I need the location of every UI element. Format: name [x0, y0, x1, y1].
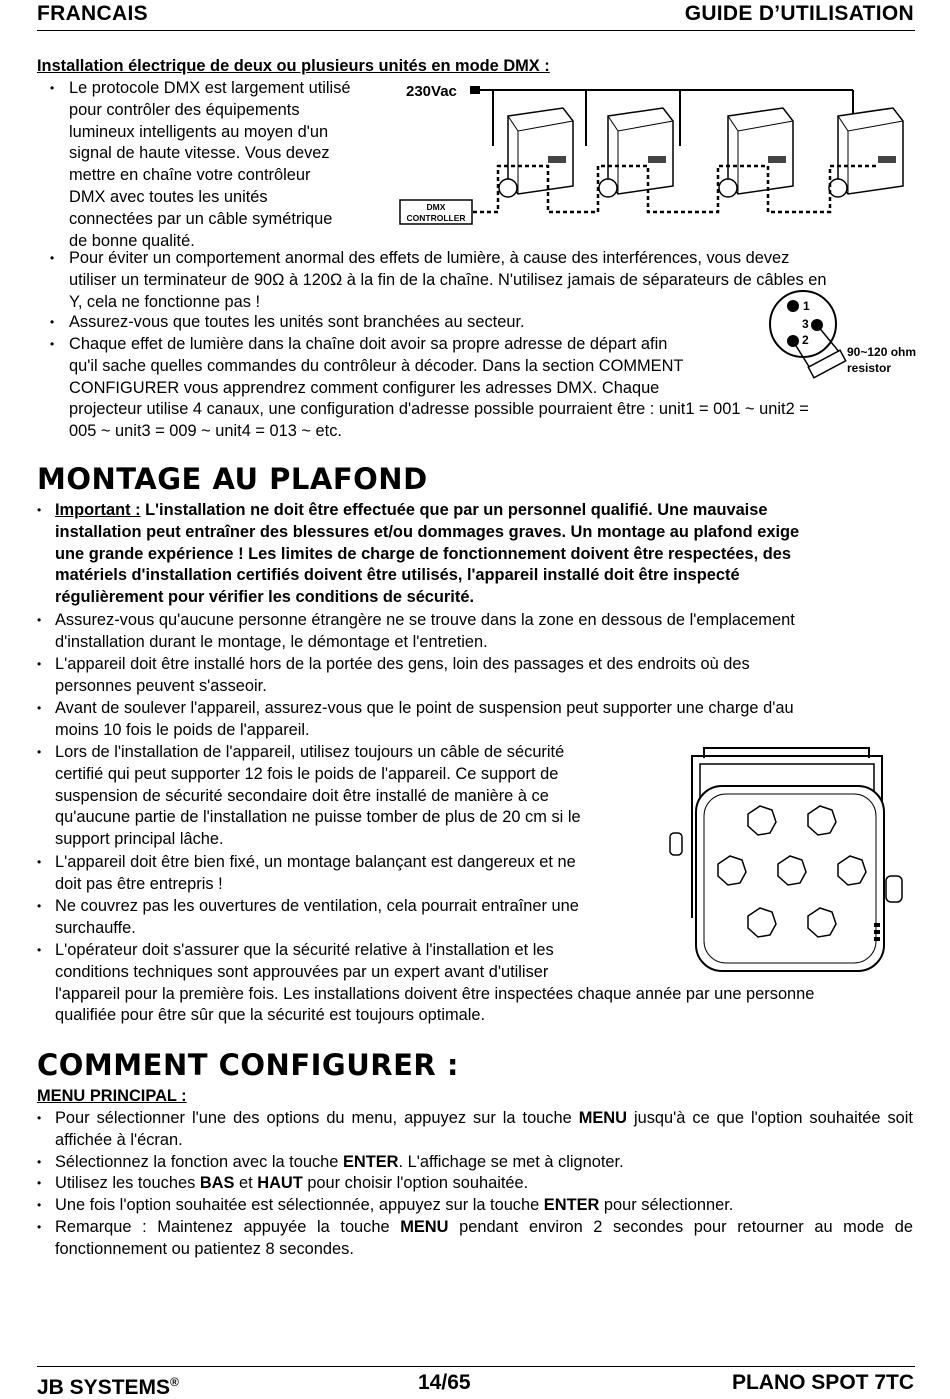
config-bullet-list — [37, 1108, 913, 1261]
text-line: une grande expérience ! Les limites de charge de fonctionnement doivent être respectées, des — [55, 544, 791, 563]
dmx-chain-diagram — [398, 76, 918, 228]
text-line: CONFIGURER vous apprendrez comment configurer les adresses DMX. Chaque — [69, 378, 660, 397]
ceiling-important-bullet: • Important : L'installation ne doit être effectuée que par un personnel qualifié. Une mauvaise installation peut entraîner des blessures et/ou dommages graves. Un montage au plafond exige une grande expérience ! Les limites de charge de fonctionnement doivent être respectées, des matériels d'installation certifiés doivent être utilisés, l'appareil installé doit être inspecté régulièrement pour vérifier les conditions de sécurité. — [37, 500, 917, 609]
text-line: installation peut entraîner des blessures et/ou dommages graves. Un montage au plafond exige — [55, 522, 800, 541]
footer-brand: JB SYSTEMS® — [37, 1375, 179, 1399]
text-line: support principal lâche. — [55, 830, 224, 849]
text-line: DMX avec toutes les unités — [69, 187, 268, 206]
bullet-icon: • — [37, 657, 42, 671]
text-line: régulièrement pour vérifier les conditions de sécurité. — [55, 588, 474, 607]
config-title: COMMENT CONFIGURER : — [37, 1048, 459, 1082]
text-line: certifié qui peut supporter 12 fois le poids de l'appareil. Ce support de — [55, 764, 559, 783]
text-line: personnes peuvent s'asseoir. — [55, 676, 267, 695]
text-line: de bonne qualité. — [69, 231, 195, 250]
text-line: lumineux intelligents au moyen d'un — [69, 122, 329, 141]
text-line: L'appareil doit être installé hors de la portée des gens, loin des passages et des endroits où des — [55, 655, 750, 673]
text-line: projecteur utilise 4 canaux, une configuration d'adresse possible pourraient être : unit1 = 001 ~ unit2 = — [69, 400, 809, 419]
header-title: GUIDE D’UTILISATION — [684, 2, 914, 25]
bullet-icon: • — [37, 899, 42, 913]
text-line: moins 10 fois le poids de l'appareil. — [55, 720, 310, 739]
svg-text:DMX: DMX — [426, 202, 446, 212]
svg-text:CONTROLLER: CONTROLLER — [406, 213, 466, 223]
text-line: suspension de sécurité secondaire doit être installé de manière à ce — [55, 786, 549, 805]
bullet-icon: • — [50, 315, 55, 329]
xlr-terminator-diagram — [765, 288, 930, 388]
bullet-icon: • — [50, 81, 55, 95]
dmx-heading: Installation électrique de deux ou plusieurs unités en mode DMX : — [37, 57, 550, 75]
bullet-icon: • — [50, 251, 55, 265]
text-line: Pour éviter un comportement anormal des effets de lumière, à cause des interférences, vous devez — [69, 249, 790, 267]
bullet-icon: • — [37, 613, 42, 627]
ceiling-bullet-2 — [37, 610, 917, 654]
bullet-icon: • — [37, 1176, 42, 1191]
ceiling-bullet-4 — [37, 698, 917, 742]
bullet-icon: • — [37, 701, 42, 715]
text-line: utiliser un terminateur de 90Ω à 120Ω à la fin de la chaîne. N'utilisez jamais de séparateurs de câbles en — [69, 270, 827, 289]
header-language: FRANCAIS — [37, 2, 148, 25]
fixture-3-icon — [680, 90, 793, 197]
dmx-bullet-3: • Assurez-vous que toutes les unités sont branchées au secteur. — [37, 312, 757, 334]
text-line: mettre en chaîne votre contrôleur — [69, 166, 311, 185]
header-rule — [37, 30, 915, 31]
text-line: conditions techniques sont approuvées par un expert avant d'utiliser — [55, 962, 549, 981]
config-bullet-2: • Sélectionnez la fonction avec la touche ENTER. L'affichage se met à clignoter. — [37, 1152, 913, 1174]
text-line: L'appareil doit être bien fixé, un montage balançant est dangereux et ne — [55, 853, 576, 871]
text-line: Assurez-vous qu'aucune personne étrangère ne se trouve dans la zone en dessous de l'emplacement — [55, 611, 795, 629]
text-line: Chaque effet de lumière dans la chaîne doit avoir sa propre adresse de départ afin — [69, 335, 668, 353]
ceiling-title: MONTAGE AU PLAFOND — [37, 462, 428, 496]
text-line: pour contrôler des équipements — [69, 100, 300, 119]
menu-heading: MENU PRINCIPAL : — [37, 1087, 187, 1105]
bullet-icon: • — [37, 1219, 42, 1234]
ceiling-bullet-3 — [37, 654, 917, 698]
text-line: Avant de soulever l'appareil, assurez-vous que le point de suspension peut supporter une charge d'au — [55, 699, 794, 717]
text-line: surchauffe. — [55, 918, 136, 937]
text-line: qu'aucune partie de l'installation ne puisse tomber de plus de 20 cm si le — [55, 808, 581, 827]
bullet-icon: • — [37, 745, 42, 759]
bullet-icon: • — [37, 1111, 42, 1125]
text-line: d'installation durant le montage, le démontage et l'entretien. — [55, 632, 488, 651]
text-line: qualifiée pour être sûr que la sécurité est toujours optimale. — [55, 1006, 486, 1025]
config-bullet-4: • Une fois l'option souhaitée est sélectionnée, appuyez sur la touche ENTER pour sélectionner. — [37, 1195, 913, 1217]
text-line: matériels d'installation certifiés doivent être utilisés, l'appareil installé doit être inspecté — [55, 566, 740, 585]
text-line: Y, cela ne fonctionne pas ! — [69, 292, 261, 311]
text-line: Le protocole DMX est largement utilisé — [69, 79, 351, 97]
knob-right-icon — [886, 876, 902, 902]
svg-text:90~120 ohm: 90~120 ohm — [847, 345, 917, 359]
footer-rule — [37, 1366, 915, 1367]
bullet-icon: • — [37, 855, 42, 869]
text-line: signal de haute vitesse. Vous devez — [69, 144, 330, 163]
svg-text:2: 2 — [802, 333, 809, 347]
dmx-bullet-1 — [37, 78, 437, 252]
bullet-icon: • — [37, 943, 42, 957]
vent-icons — [874, 923, 880, 941]
svg-text:3: 3 — [802, 317, 809, 331]
ceiling-bullet-5 — [37, 742, 657, 851]
text-line: qu'il sache quelles commandes du contrôleur à décoder. Dans la section COMMENT — [69, 356, 684, 375]
footer-product: PLANO SPOT 7TC — [731, 1371, 914, 1394]
fixture-4-icon — [829, 90, 903, 197]
bullet-icon: • — [37, 503, 42, 517]
bullet-icon: • — [37, 1198, 42, 1213]
knob-left-icon — [670, 833, 682, 855]
text-line: doit pas être entrepris ! — [55, 874, 223, 893]
text-line: l'appareil pour la première fois. Les installations doivent être inspectées chaque année par une personne — [55, 984, 815, 1003]
fixture-1-icon — [493, 90, 573, 197]
fixture-illustration — [664, 738, 914, 978]
power-label: 230Vac — [406, 83, 457, 100]
bullet-icon: • — [37, 1154, 42, 1169]
bullet-icon: • — [50, 337, 55, 351]
svg-text:resistor: resistor — [847, 361, 892, 375]
text-line: L'opérateur doit s'assurer que la sécurité relative à l'installation et les — [55, 941, 554, 959]
footer-page-number: 14/65 — [418, 1371, 471, 1394]
config-bullet-3: • Utilisez les touches BAS et HAUT pour choisir l'option souhaitée. — [37, 1173, 913, 1195]
text-line: connectées par un câble symétrique — [69, 209, 333, 228]
dmx-controller-box — [400, 200, 472, 224]
ceiling-bullet-6 — [37, 852, 657, 896]
text-line: Ne couvrez pas les ouvertures de ventilation, cela pourrait entraîner une — [55, 897, 579, 915]
config-bullet-5: • Remarque : Maintenez appuyée la touche MENU pendant environ 2 secondes pour retourner au mode de fonctionnement ou patientez 8 secondes. — [37, 1217, 914, 1258]
text-line: Lors de l'installation de l'appareil, utilisez toujours un câble de sécurité — [55, 743, 565, 761]
ceiling-bullet-7 — [37, 896, 657, 940]
svg-text:1: 1 — [803, 299, 810, 313]
config-bullet-1: • Pour sélectionner l'une des options du menu, appuyez sur la touche MENU jusqu'à ce que l'option souhaitée soit affichée à l'écran. — [37, 1109, 913, 1149]
important-label: Important : — [55, 501, 141, 519]
text-line: 005 ~ unit3 = 009 ~ unit4 = 013 ~ etc. — [69, 422, 342, 441]
